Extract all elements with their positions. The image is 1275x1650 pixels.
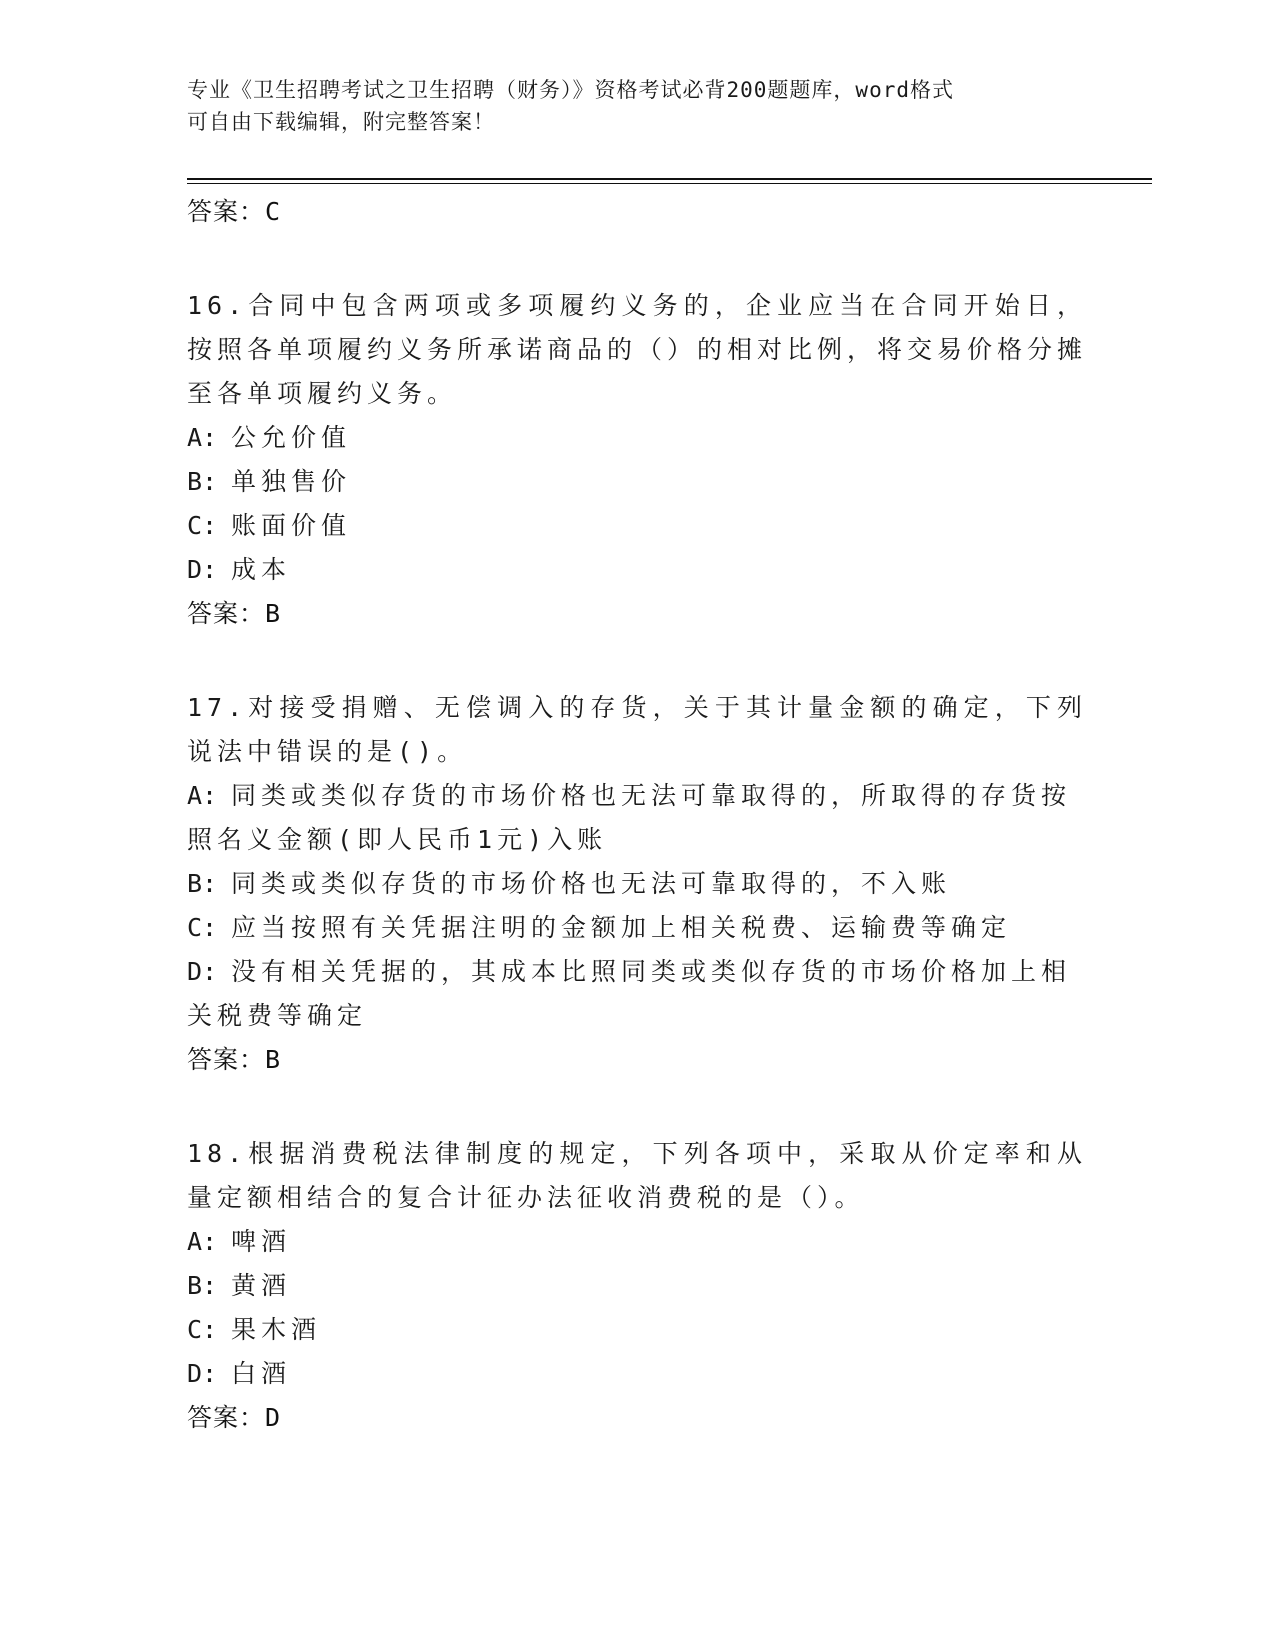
- option-d: [187, 1352, 1087, 1396]
- question-18: [187, 1132, 1087, 1440]
- option-key: B:: [187, 869, 218, 898]
- header-line-2: 可自由下载编辑，附完整答案！: [187, 110, 495, 134]
- option-key: D:: [187, 957, 218, 986]
- answer: 答案：D: [187, 1403, 282, 1432]
- option-b: [187, 862, 1087, 906]
- option-key: A:: [187, 1227, 218, 1256]
- question-text: 18.根据消费税法律制度的规定，下列各项中，采取从价定率和从量定额相结合的复合计征办法征收消费税的是（）。: [187, 1139, 1087, 1212]
- question-17: [187, 686, 1087, 1082]
- option-key: D:: [187, 1359, 218, 1388]
- option-d: [187, 548, 1087, 592]
- answer: 答案：B: [187, 599, 282, 628]
- option-text: 单独售价: [231, 467, 352, 496]
- option-text: 成本: [231, 555, 292, 584]
- document-body: [187, 190, 1087, 1440]
- option-text: 同类或类似存货的市场价格也无法可靠取得的，所取得的存货按照名义金额(即人民币1元)入账: [187, 781, 1072, 854]
- option-text: 账面价值: [231, 511, 352, 540]
- option-text: 啤酒: [231, 1227, 292, 1256]
- option-key: C:: [187, 1315, 218, 1344]
- previous-answer: 答案：C: [187, 197, 282, 226]
- option-key: A:: [187, 781, 218, 810]
- option-key: C:: [187, 511, 218, 540]
- option-a: [187, 416, 1087, 460]
- header-divider-thin: [187, 183, 1152, 184]
- option-text: 没有相关凭据的，其成本比照同类或类似存货的市场价格加上相关税费等确定: [187, 957, 1072, 1030]
- option-key: B:: [187, 467, 218, 496]
- option-key: B:: [187, 1271, 218, 1300]
- option-a: [187, 774, 1087, 862]
- header-divider-thick: [187, 178, 1152, 180]
- option-c: [187, 504, 1087, 548]
- option-a: [187, 1220, 1087, 1264]
- option-b: [187, 1264, 1087, 1308]
- question-16: [187, 284, 1087, 636]
- document-header: [187, 74, 1067, 138]
- option-key: D:: [187, 555, 218, 584]
- option-key: A:: [187, 423, 218, 452]
- question-text: 17.对接受捐赠、无偿调入的存货，关于其计量金额的确定，下列说法中错误的是()。: [187, 693, 1087, 766]
- option-key: C:: [187, 913, 218, 942]
- option-text: 白酒: [231, 1359, 292, 1388]
- option-text: 公允价值: [231, 423, 352, 452]
- option-text: 应当按照有关凭据注明的金额加上相关税费、运输费等确定: [231, 913, 1012, 942]
- option-text: 同类或类似存货的市场价格也无法可靠取得的，不入账: [231, 869, 952, 898]
- option-c: [187, 1308, 1087, 1352]
- answer: 答案：B: [187, 1045, 282, 1074]
- option-b: [187, 460, 1087, 504]
- option-c: [187, 906, 1087, 950]
- option-d: [187, 950, 1087, 1038]
- question-text: 16.合同中包含两项或多项履约义务的，企业应当在合同开始日，按照各单项履约义务所承诺商品的（）的相对比例，将交易价格分摊至各单项履约义务。: [187, 291, 1088, 408]
- header-line-1: 专业《卫生招聘考试之卫生招聘（财务）》资格考试必背200题题库，word格式: [187, 78, 954, 102]
- option-text: 黄酒: [231, 1271, 292, 1300]
- option-text: 果木酒: [231, 1315, 322, 1344]
